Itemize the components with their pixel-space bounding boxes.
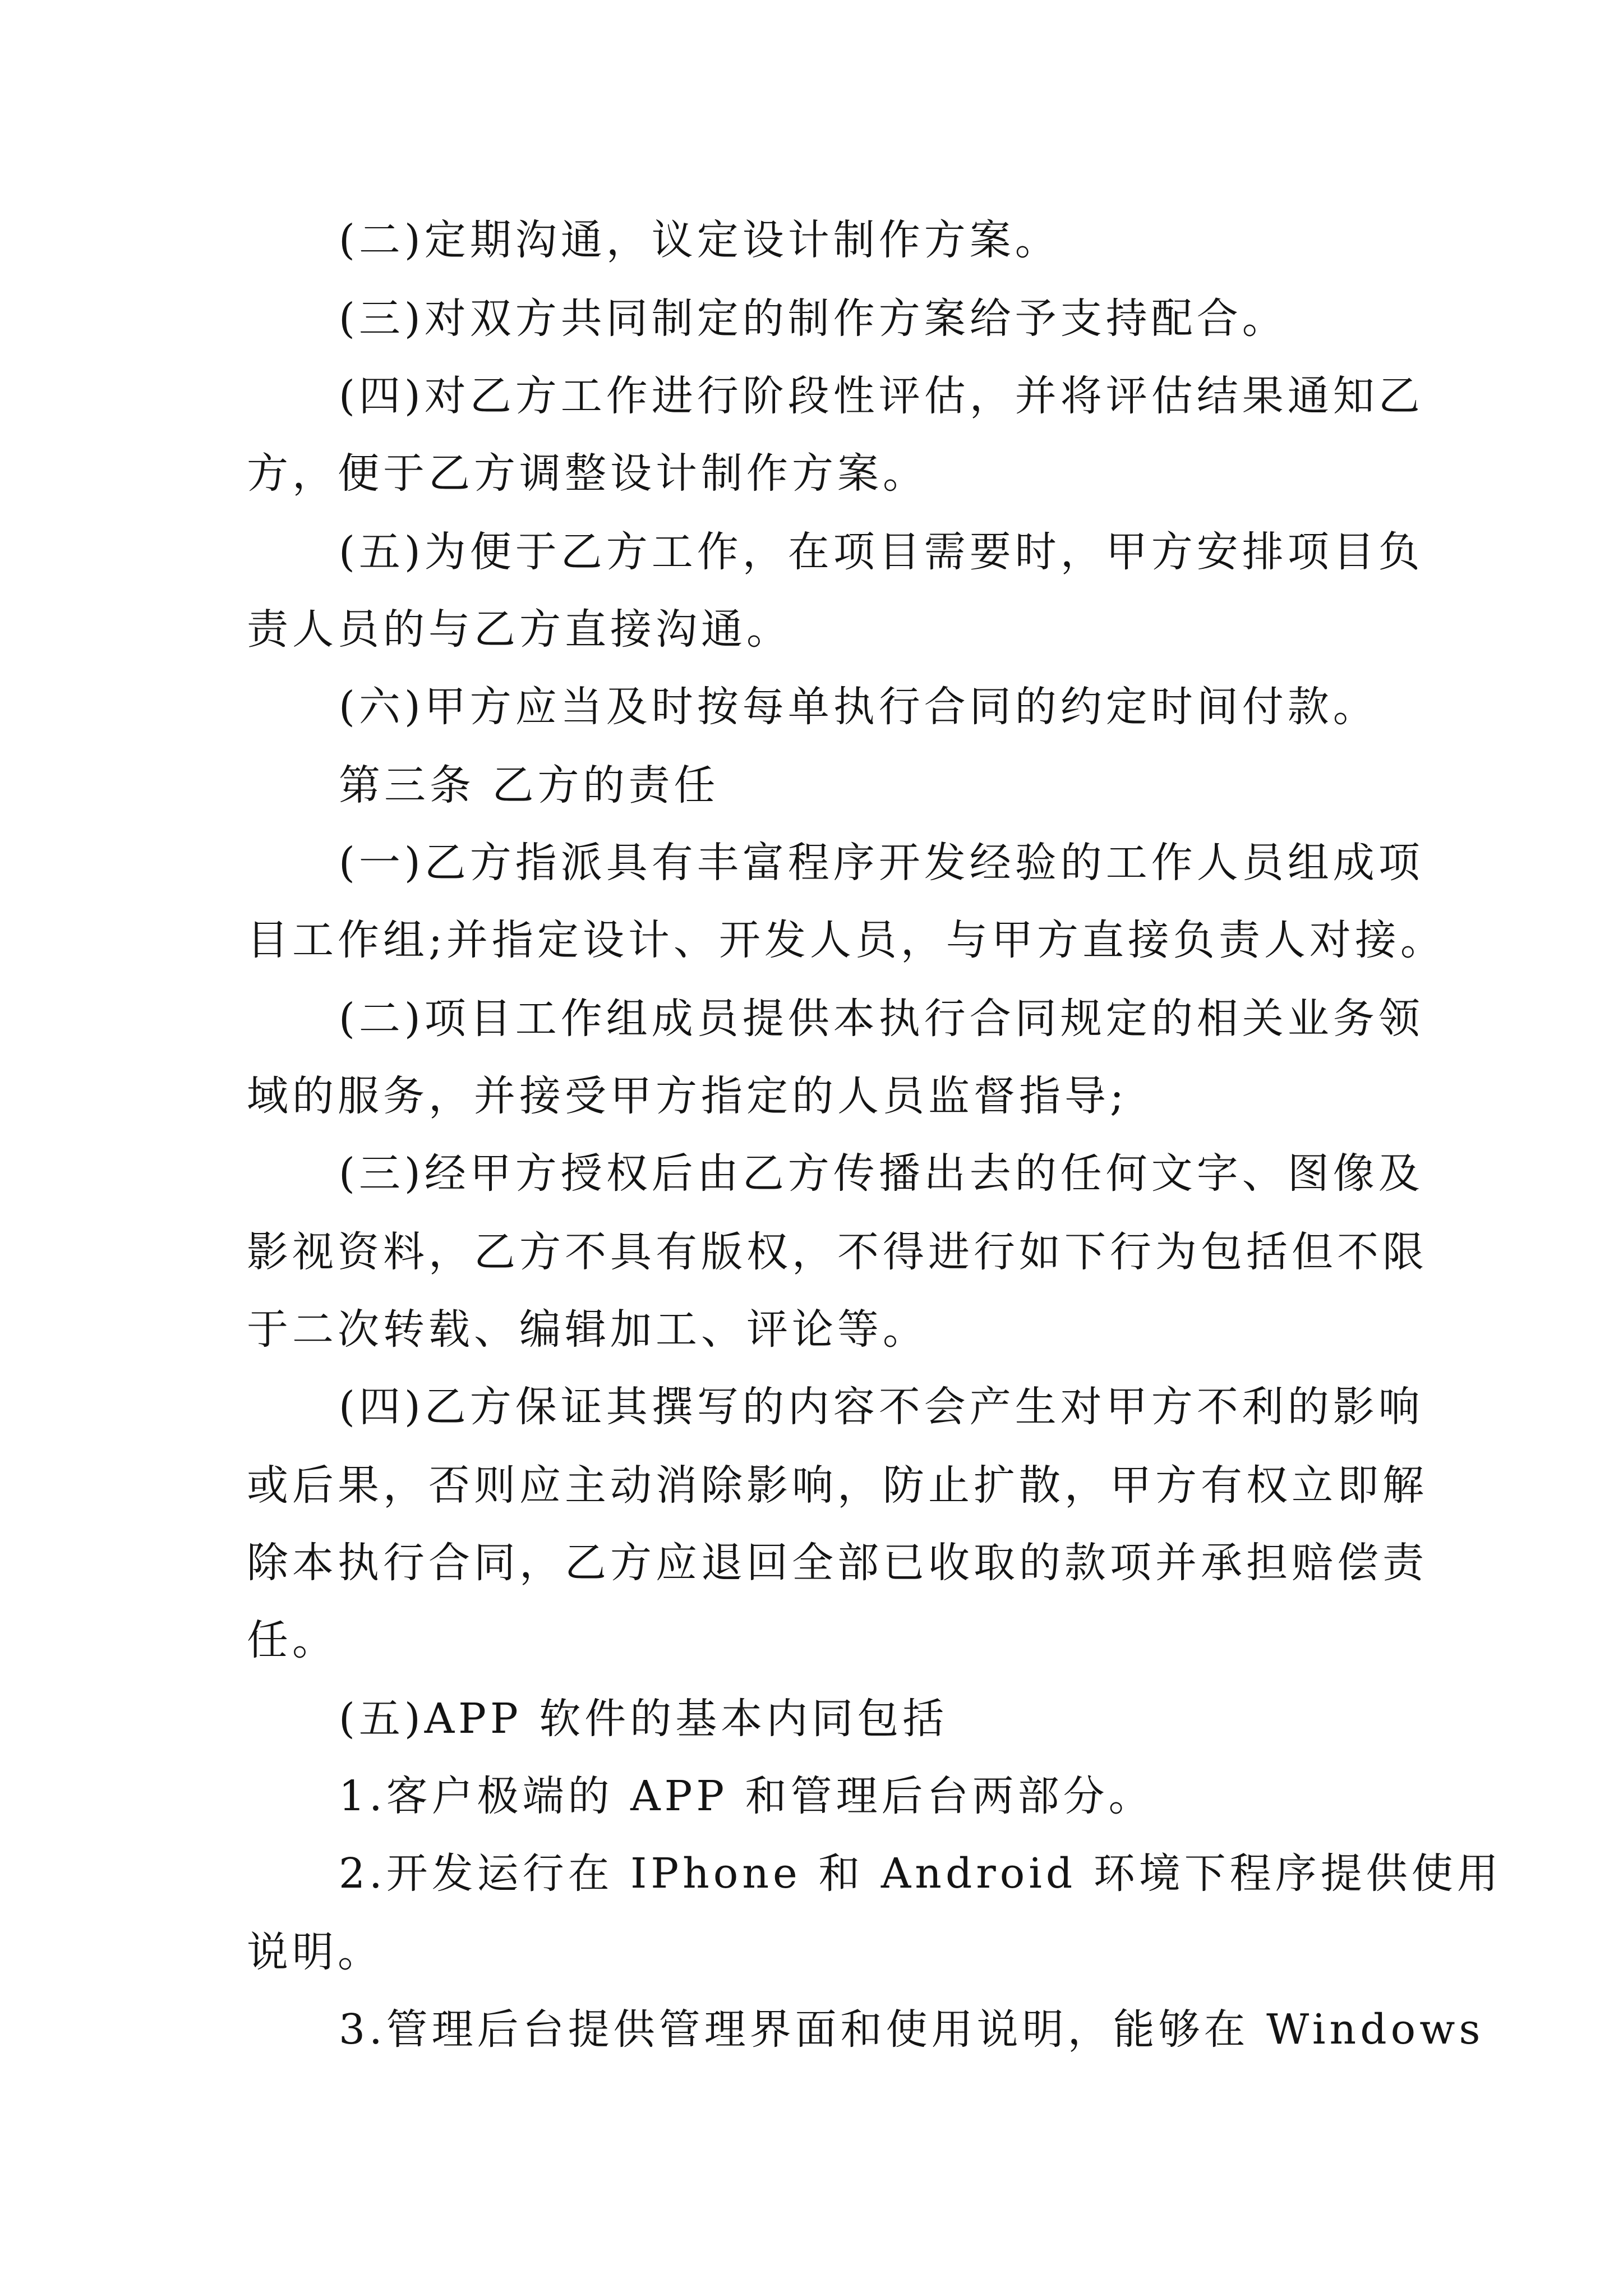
text-line: (五)为便于乙方工作，在项目需要时，甲方安排项目负 bbox=[339, 528, 1424, 576]
text-line: 或后果，否则应主动消除影响，防止扩散，甲方有权立即解 bbox=[247, 1461, 1428, 1510]
section-heading: 第三条 乙方的责任 bbox=[339, 761, 720, 809]
text-line: (二)定期沟通，议定设计制作方案。 bbox=[339, 216, 1061, 264]
text-line: (四)乙方保证其撰写的内容不会产生对甲方不利的影响 bbox=[339, 1383, 1424, 1431]
text-line: 除本执行合同，乙方应退回全部已收取的款项并承担赔偿责 bbox=[247, 1539, 1428, 1587]
text-line: (三)经甲方授权后由乙方传播出去的任何文字、图像及 bbox=[339, 1149, 1424, 1198]
text-line: 任。 bbox=[247, 1616, 338, 1664]
text-line: (五)APP 软件的基本内同包括 bbox=[339, 1695, 948, 1743]
text-line: (二)项目工作组成员提供本执行合同规定的相关业务领 bbox=[339, 995, 1424, 1043]
text-line: 域的服务，并接受甲方指定的人员监督指导; bbox=[247, 1072, 1128, 1120]
text-line: (一)乙方指派具有丰富程序开发经验的工作人员组成项 bbox=[339, 839, 1424, 887]
text-line: 说明。 bbox=[247, 1928, 383, 1976]
text-line: 于二次转载、编辑加工、评论等。 bbox=[247, 1305, 928, 1354]
text-line: 目工作组;并指定设计、开发人员，与甲方直接负责人对接。 bbox=[247, 916, 1446, 964]
text-line: (六)甲方应当及时按每单执行合同的约定时间付款。 bbox=[339, 683, 1378, 731]
text-line: 2.开发运行在 IPhone 和 Android 环境下程序提供使用 bbox=[339, 1849, 1502, 1898]
text-line: 3.管理后台提供管理界面和使用说明，能够在 Windows bbox=[339, 2005, 1484, 2054]
text-line: 1.客户极端的 APP 和管理后台两部分。 bbox=[339, 1772, 1154, 1820]
text-line: 方，便于乙方调整设计制作方案。 bbox=[247, 449, 928, 498]
text-line: 影视资料，乙方不具有版权，不得进行如下行为包括但不限 bbox=[247, 1228, 1428, 1276]
text-line: 责人员的与乙方直接沟通。 bbox=[247, 605, 792, 654]
text-line: (四)对乙方工作进行阶段性评估，并将评估结果通知乙 bbox=[339, 372, 1424, 420]
text-line: (三)对双方共同制定的制作方案给予支持配合。 bbox=[339, 295, 1288, 343]
